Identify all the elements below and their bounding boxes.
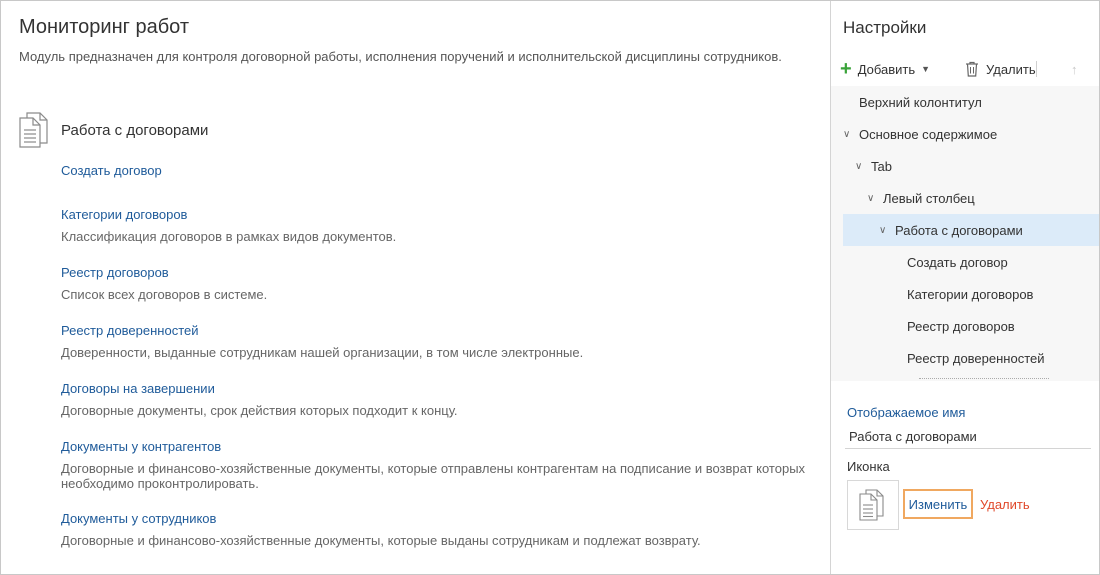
arrow-up-icon: ↑: [1071, 61, 1078, 77]
delete-button-label: Удалить: [986, 61, 1036, 77]
tree-item-label: Основное содержимое: [859, 126, 998, 142]
display-name-label: Отображаемое имя: [847, 405, 966, 420]
tree-item-label: Работа с договорами: [895, 222, 1023, 238]
documents-at-employees-description: Договорные и финансово-хозяйственные документы, которые выданы сотрудникам и подлежат возврату.: [61, 533, 701, 548]
tree-item-poa-registry[interactable]: [831, 342, 1099, 374]
move-up-button[interactable]: [1071, 58, 1078, 80]
remove-icon-link[interactable]: Удалить: [980, 497, 1030, 512]
tree-item-label: Создать договор: [907, 254, 1008, 270]
delete-button[interactable]: [965, 58, 1036, 80]
tree-item-contract-categories[interactable]: [831, 278, 1099, 310]
contract-categories-description: Классификация договоров в рамках видов документов.: [61, 229, 397, 244]
contract-registry-description: Список всех договоров в системе.: [61, 287, 268, 302]
document-icon: [858, 489, 888, 521]
icon-label: Иконка: [847, 459, 890, 474]
expiring-contracts-description: Договорные документы, срок действия которых подходит к концу.: [61, 403, 458, 418]
add-button[interactable]: [840, 58, 930, 80]
settings-panel: [831, 1, 1099, 574]
tree-item-left-column[interactable]: [831, 182, 1099, 214]
tree-item-contracts-work[interactable]: [843, 214, 1099, 246]
tree-item-label: Реестр доверенностей: [907, 350, 1045, 366]
section-title: Работа с договорами: [61, 122, 209, 139]
icon-preview: [847, 480, 899, 530]
settings-toolbar: [831, 53, 1099, 85]
chevron-down-icon[interactable]: ∨: [843, 128, 851, 140]
tree-item-main-content[interactable]: [831, 118, 1099, 150]
add-button-label: Добавить: [857, 61, 916, 77]
trash-icon: [965, 61, 979, 77]
plus-icon: +: [840, 58, 852, 80]
documents-at-counterparties-link[interactable]: Документы у контрагентов: [61, 439, 222, 454]
documents-at-employees-link[interactable]: Документы у сотрудников: [61, 511, 217, 526]
chevron-down-icon: ▼: [921, 64, 931, 74]
chevron-down-icon[interactable]: ∨: [867, 192, 875, 204]
structure-tree: [831, 86, 1099, 381]
tree-item-label: Левый столбец: [883, 190, 975, 206]
settings-title: Настройки: [843, 18, 927, 37]
contract-categories-link[interactable]: Категории договоров: [61, 207, 188, 222]
power-of-attorney-registry-link[interactable]: Реестр доверенностей: [61, 323, 199, 338]
expiring-contracts-link[interactable]: Договоры на завершении: [61, 381, 215, 396]
tree-item-tab[interactable]: [831, 150, 1099, 182]
chevron-down-icon[interactable]: ∨: [879, 224, 887, 236]
document-icon: [18, 112, 52, 148]
change-icon-button[interactable]: Изменить: [903, 489, 973, 519]
documents-at-counterparties-description: Договорные и финансово-хозяйственные документы, которые отправлены контрагентам на подписание и возврат которых необходимо проконтролировать.: [61, 461, 806, 491]
display-name-field[interactable]: Работа с договорами: [845, 429, 1091, 449]
tree-item-label: Tab: [871, 158, 892, 174]
tree-item-header[interactable]: [831, 86, 1099, 118]
chevron-down-icon[interactable]: ∨: [855, 160, 863, 172]
toolbar-separator: [1036, 61, 1037, 77]
main-panel: [1, 1, 830, 574]
tree-item-label: Категории договоров: [907, 286, 1034, 302]
page-title: Мониторинг работ: [19, 16, 190, 38]
create-contract-link[interactable]: Создать договор: [61, 163, 162, 178]
power-of-attorney-registry-description: Доверенности, выданные сотрудникам нашей организации, в том числе электронные.: [61, 345, 584, 360]
contract-registry-link[interactable]: Реестр договоров: [61, 265, 169, 280]
tree-item-contract-registry[interactable]: [831, 310, 1099, 342]
page-description: Модуль предназначен для контроля договорной работы, исполнения поручений и исполнительской дисциплины сотрудников.: [19, 49, 782, 64]
tree-item-label: Верхний колонтитул: [859, 94, 982, 110]
tree-scroll-fade: [919, 378, 1049, 381]
tree-item-label: Реестр договоров: [907, 318, 1015, 334]
tree-item-create-contract[interactable]: [831, 246, 1099, 278]
